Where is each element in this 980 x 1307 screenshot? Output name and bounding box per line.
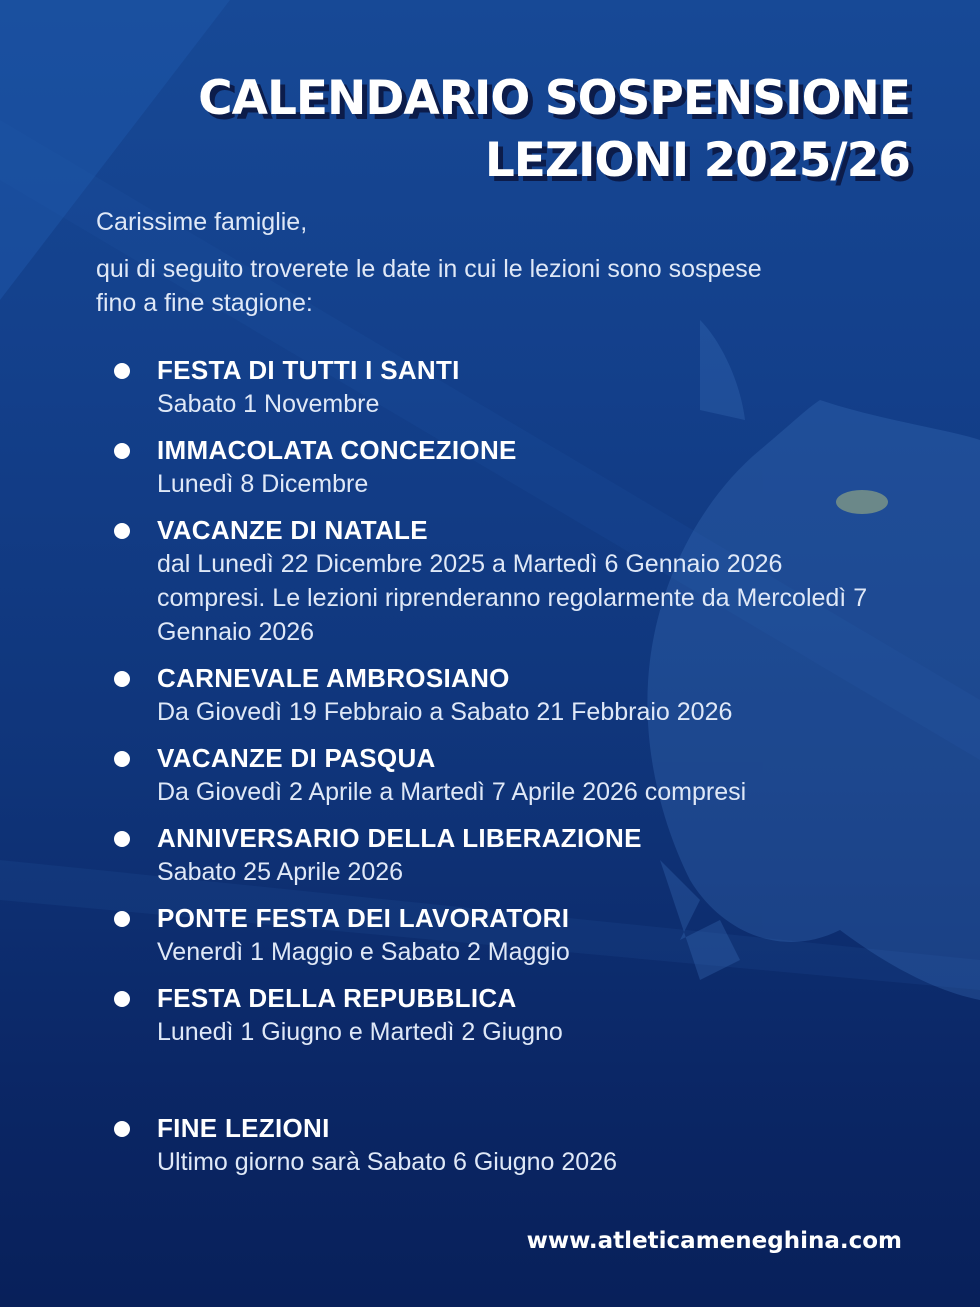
item-title: PONTE FESTA DEI LAVORATORI bbox=[157, 903, 570, 933]
intro-paragraph: qui di seguito troverete le date in cui le lezioni sono sospese fino a fine stagione: bbox=[96, 255, 762, 317]
intro-text bbox=[96, 205, 796, 333]
bullet-icon bbox=[114, 363, 130, 379]
list-item-liberazione bbox=[114, 821, 874, 889]
item-date: Lunedì 1 Giugno e Martedì 2 Giugno bbox=[157, 1018, 563, 1046]
item-title: FINE LEZIONI bbox=[157, 1113, 330, 1143]
list-item-festa-santi bbox=[114, 353, 874, 421]
bullet-icon bbox=[114, 991, 130, 1007]
bullet-icon bbox=[114, 751, 130, 767]
bullet-icon bbox=[114, 671, 130, 687]
website-link[interactable]: www.atleticameneghina.com bbox=[526, 1228, 902, 1254]
item-title: ANNIVERSARIO DELLA LIBERAZIONE bbox=[157, 823, 642, 853]
item-date: Sabato 1 Novembre bbox=[157, 390, 380, 418]
item-date: dal Lunedì 22 Dicembre 2025 a Martedì 6 Gennaio 2026 compresi. Le lezioni riprenderanno regolarmente da Mercoledì 7 Gennaio 2026 bbox=[157, 550, 868, 646]
bullet-icon bbox=[114, 443, 130, 459]
greeting: Carissime famiglie, bbox=[96, 208, 308, 236]
suspension-list bbox=[114, 353, 874, 1191]
item-title: VACANZE DI NATALE bbox=[157, 515, 428, 545]
list-item-immacolata bbox=[114, 433, 874, 501]
item-title: FESTA DELLA REPUBBLICA bbox=[157, 983, 517, 1013]
item-title: VACANZE DI PASQUA bbox=[157, 743, 436, 773]
item-title: FESTA DI TUTTI I SANTI bbox=[157, 355, 460, 385]
list-item-pasqua bbox=[114, 741, 874, 809]
item-date: Da Giovedì 2 Aprile a Martedì 7 Aprile 2026 compresi bbox=[157, 778, 747, 806]
item-date: Venerdì 1 Maggio e Sabato 2 Maggio bbox=[157, 938, 570, 966]
title-line-2: LEZIONI 2025/26 bbox=[484, 133, 910, 188]
bullet-icon bbox=[114, 1121, 130, 1137]
list-item-fine-lezioni bbox=[114, 1111, 874, 1179]
item-date: Sabato 25 Aprile 2026 bbox=[157, 858, 404, 886]
list-item-repubblica bbox=[114, 981, 874, 1049]
list-item-natale bbox=[114, 513, 874, 649]
list-item-carnevale bbox=[114, 661, 874, 729]
item-date: Ultimo giorno sarà Sabato 6 Giugno 2026 bbox=[157, 1148, 618, 1176]
item-title: IMMACOLATA CONCEZIONE bbox=[157, 435, 517, 465]
bullet-icon bbox=[114, 523, 130, 539]
item-date: Da Giovedì 19 Febbraio a Sabato 21 Febbraio 2026 bbox=[157, 698, 733, 726]
list-item-lavoratori bbox=[114, 901, 874, 969]
item-date: Lunedì 8 Dicembre bbox=[157, 470, 369, 498]
bullet-icon bbox=[114, 911, 130, 927]
page-title bbox=[198, 68, 910, 192]
item-title: CARNEVALE AMBROSIANO bbox=[157, 663, 510, 693]
bullet-icon bbox=[114, 831, 130, 847]
title-line-1: CALENDARIO SOSPENSIONE bbox=[198, 71, 910, 126]
